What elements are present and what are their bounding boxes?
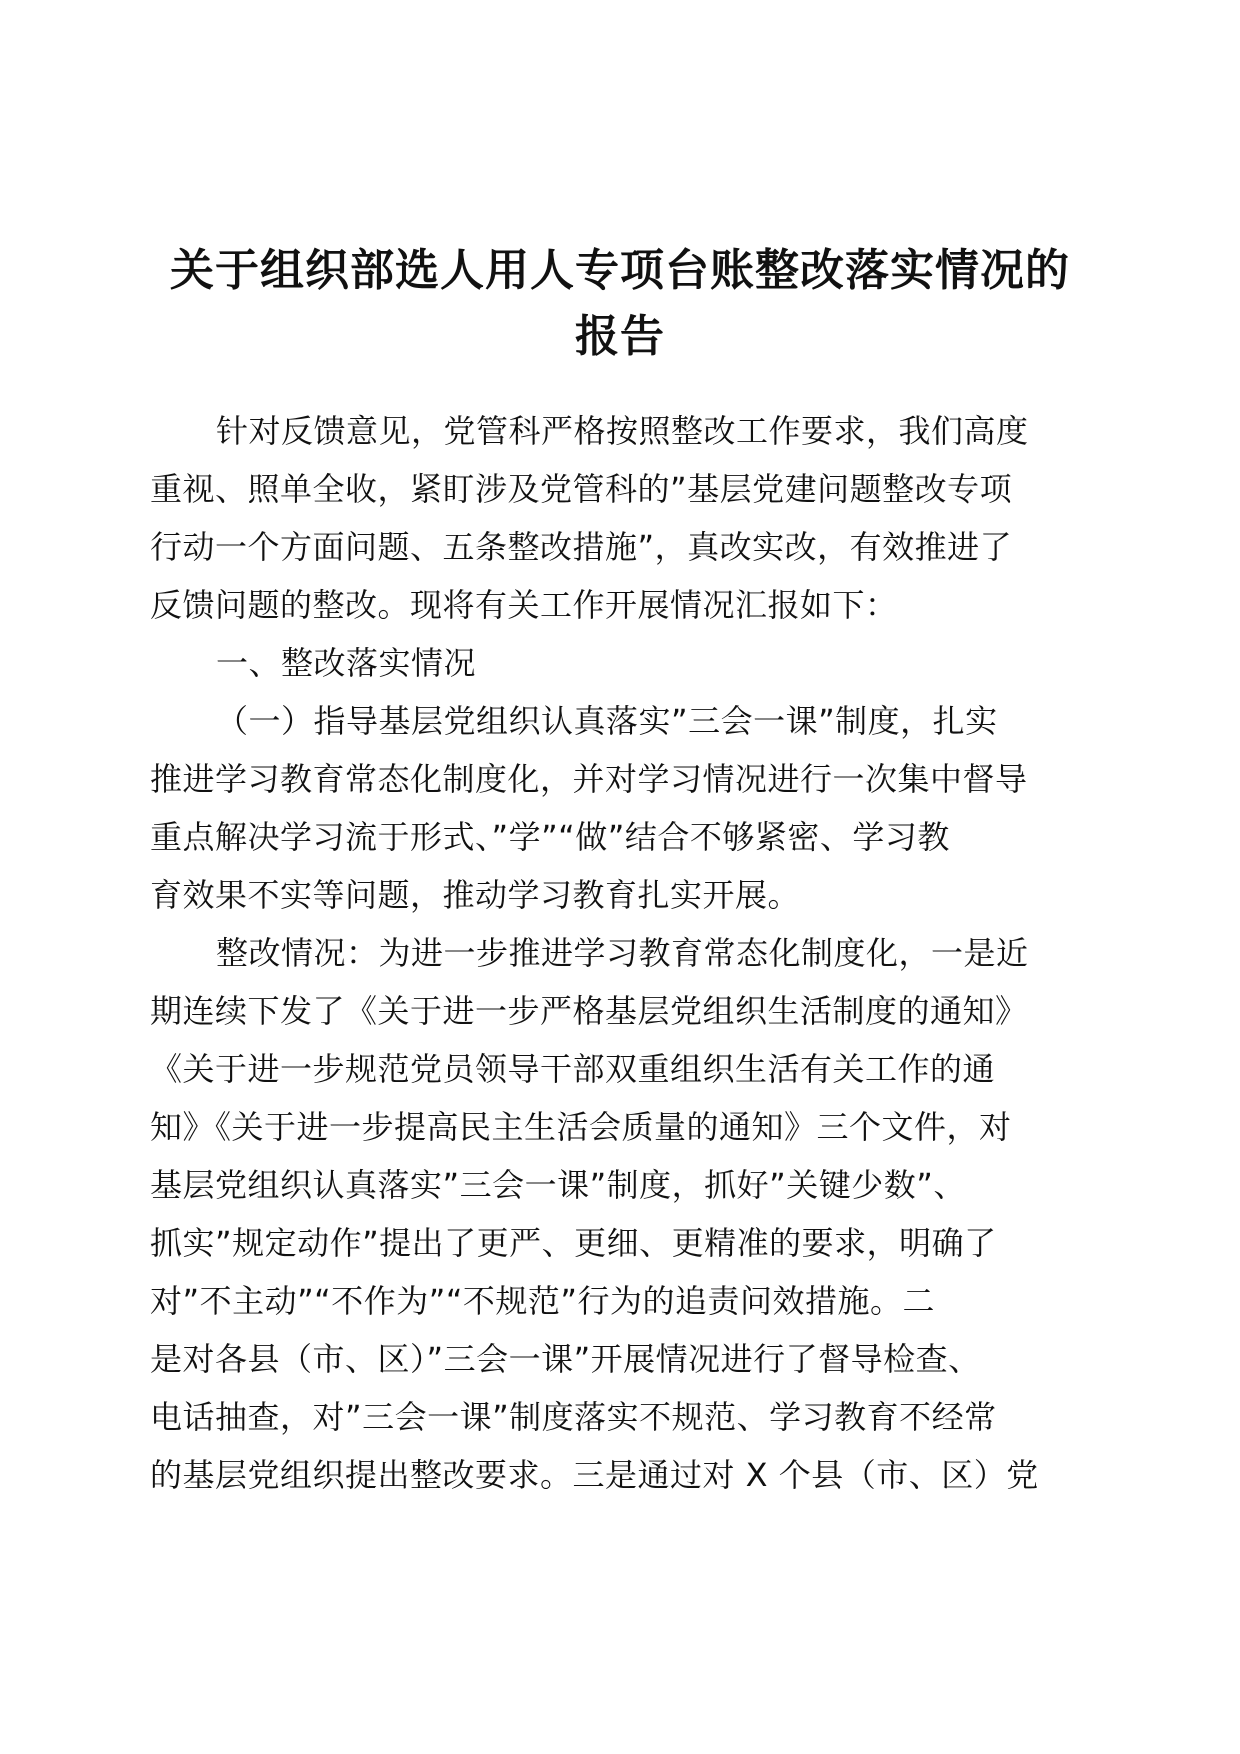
paragraph-line: 育效果不实等问题，推动学习教育扎实开展。 bbox=[150, 876, 801, 914]
paragraph-line: 针对反馈意见，党管科严格按照整改工作要求，我们高度 bbox=[216, 412, 1029, 450]
paragraph-line: 推进学习教育常态化制度化，并对学习情况进行一次集中督导 bbox=[150, 760, 1028, 798]
paragraph-line: 的基层党组织提出整改要求。三是通过对 X 个县（市、区）党 bbox=[150, 1456, 1039, 1494]
section-heading: 一、整改落实情况 bbox=[216, 644, 477, 682]
paragraph-line: 《关于进一步规范党员领导干部双重组织生活有关工作的通 bbox=[150, 1050, 996, 1088]
paragraph-line: 整改情况：为进一步推进学习教育常态化制度化，一是近 bbox=[216, 934, 1029, 972]
paragraph-line: 基层党组织认真落实”三会一课”制度，抓好”关键少数”、 bbox=[150, 1166, 966, 1204]
paragraph-line: 电话抽查，对”三会一课”制度落实不规范、学习教育不经常 bbox=[150, 1398, 997, 1436]
document-title bbox=[150, 238, 1090, 370]
paragraph-line: 抓实”规定动作”提出了更严、更细、更精准的要求，明确了 bbox=[150, 1224, 997, 1262]
paragraph-line: 重点解决学习流于形式、”学”“做”结合不够紧密、学习教 bbox=[150, 818, 950, 856]
paragraph-line: 是对各县（市、区）”三会一课”开展情况进行了督导检查、 bbox=[150, 1340, 981, 1378]
document-body bbox=[150, 402, 1090, 1504]
title-line: 报告 bbox=[575, 311, 665, 362]
paragraph-line: 期连续下发了《关于进一步严格基层党组织生活制度的通知》 bbox=[150, 992, 1028, 1030]
paragraph-line: 行动一个方面问题、五条整改措施”，真改实改，有效推进了 bbox=[150, 528, 1013, 566]
title-line: 关于组织部选人用人专项台账整改落实情况的 bbox=[170, 245, 1070, 296]
paragraph-line: 反馈问题的整改。现将有关工作开展情况汇报如下： bbox=[150, 586, 898, 624]
paragraph-line: （一）指导基层党组织认真落实”三会一课”制度，扎实 bbox=[216, 702, 998, 740]
paragraph-line: 知》《关于进一步提高民主生活会质量的通知》三个文件，对 bbox=[150, 1108, 1012, 1146]
paragraph-line: 重视、照单全收，紧盯涉及党管科的”基层党建问题整改专项 bbox=[150, 470, 1013, 508]
paragraph-line: 对”不主动”“不作为”“不规范”行为的追责问效措施。二 bbox=[150, 1282, 935, 1320]
